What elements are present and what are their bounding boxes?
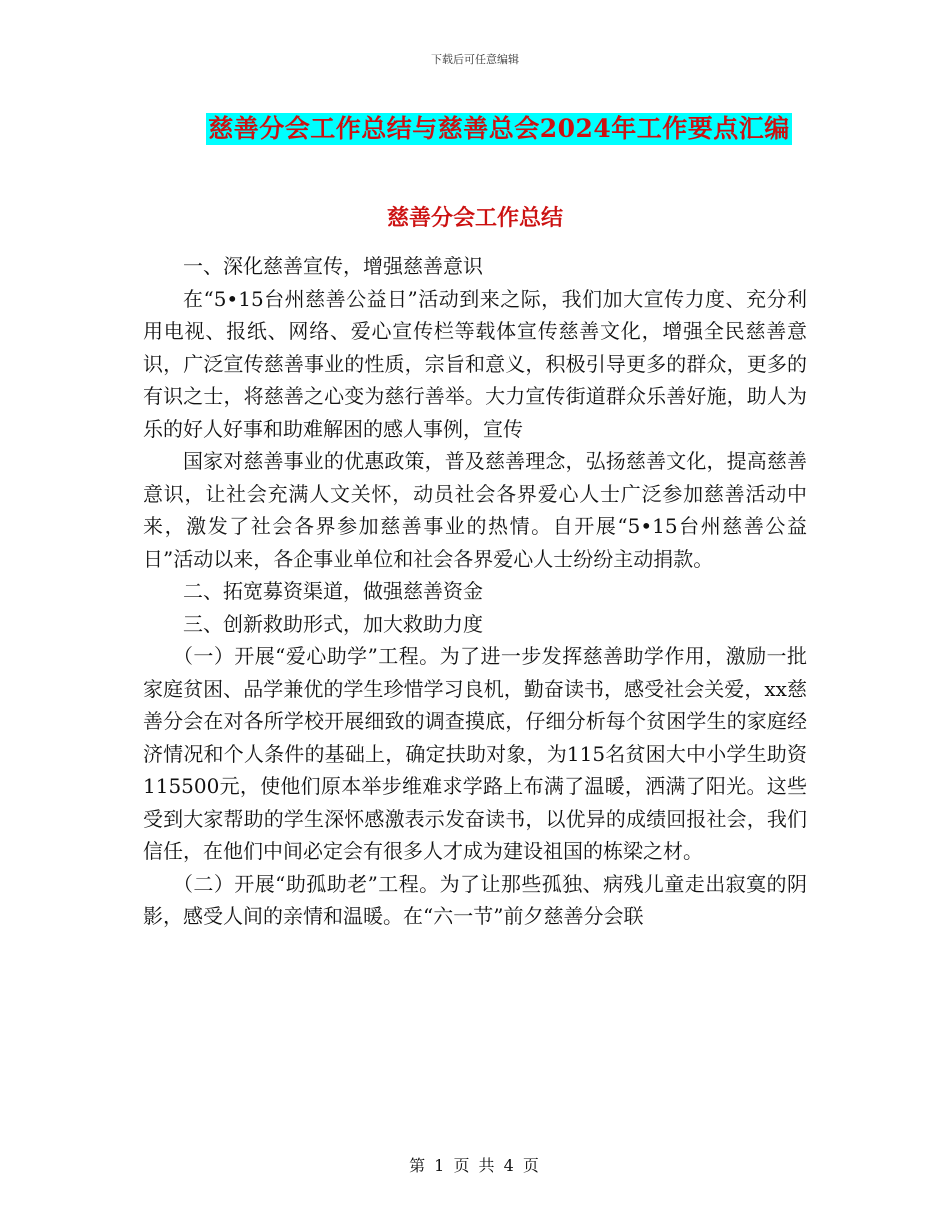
heading-3: 三、创新救助形式，加大救助力度 (183, 611, 483, 636)
section-title: 慈善分会工作总结 (386, 205, 563, 231)
page-number: 第 1 页 共 4 页 (409, 1156, 541, 1175)
paragraph: （一）开展“爱心助学”工程。为了进一步发挥慈善助学作用，激励一批家庭贫困、品学兼优的学生珍惜学习良机，勤奋读书，感受社会关爱，xx慈善分会在对各所学校开展细致的调查摸底，仔细分析每个贫困学生的家庭经济情况和个人条件的基础上，确定扶助对象，为115名贫困大中小学生助资115500元，使他们原本举步维难求学路上布满了温暖，洒满了阳光。这些受到大家帮助的学生深怀感激表示发奋读书，以优异的成绩回报社会，我们信任，在他们中间必定会有很多人才成为建设祖国的栋梁之材。 (143, 644, 807, 863)
document-title: 慈善分会工作总结与慈善总会2024年工作要点汇编 (208, 114, 790, 143)
heading-1: 一、深化慈善宣传，增强慈善意识 (183, 254, 483, 278)
page-header-note: 下载后可任意编辑 (431, 53, 519, 66)
paragraph: 国家对慈善事业的优惠政策，普及慈善理念，弘扬慈善文化，提高慈善意识，让社会充满人文关怀，动员社会各界爱心人士广泛参加慈善活动中来，激发了社会各界参加慈善事业的热情。自开展“5•15台州慈善公益日”活动以来，各企事业单位和社会各界爱心人士纷纷主动捐款。 (143, 449, 807, 571)
paragraph: （二）开展“助孤助老”工程。为了让那些孤独、病残儿童走出寂寞的阴影，感受人间的亲情和温暖。在“六一节”前夕慈善分会联 (143, 871, 807, 928)
paragraph: 在“5•15台州慈善公益日”活动到来之际，我们加大宣传力度、充分利用电视、报纸、网络、爱心宣传栏等载体宣传慈善文化，增强全民慈善意识，广泛宣传慈善事业的性质，宗旨和意义，积极引导更多的群众，更多的有识之士，将慈善之心变为慈行善举。大力宣传街道群众乐善好施，助人为乐的好人好事和助难解困的感人事例，宣传 (143, 286, 807, 441)
document-title-container (0, 113, 950, 145)
document-body (143, 250, 807, 933)
heading-2: 二、拓宽募资渠道，做强慈善资金 (183, 579, 483, 603)
